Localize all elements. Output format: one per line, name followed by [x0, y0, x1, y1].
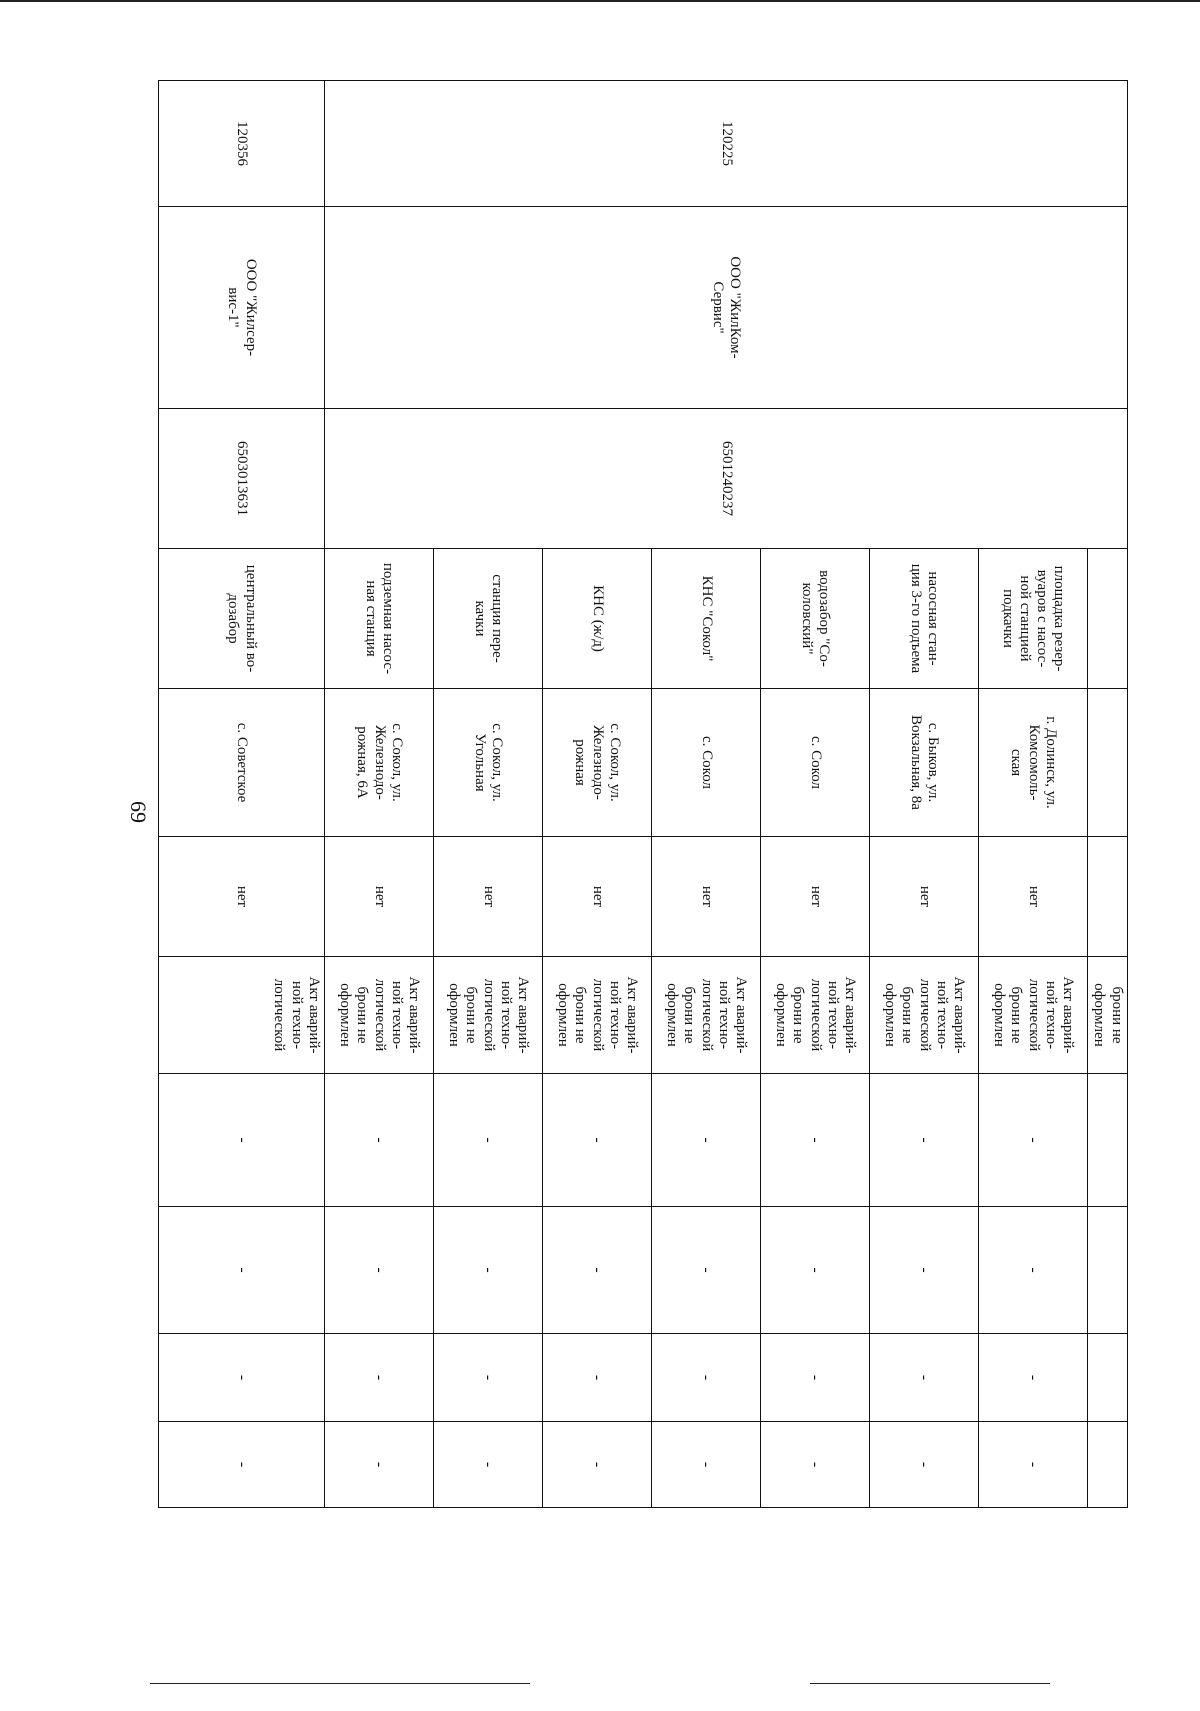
value-cell: - [325, 1334, 434, 1422]
address-cell: с. Быков, ул. Вокзальная, 8а [870, 689, 979, 837]
act-cell: Акт аварий- ной техно- логической брони не оформлен [870, 957, 979, 1074]
object-cell: центральный во- дозабор [159, 549, 325, 689]
object-cell: КНС "Сокол" [652, 549, 761, 689]
status-cell: нет [979, 837, 1088, 957]
table-row [1088, 81, 1128, 1508]
value-cell: - [325, 1207, 434, 1334]
address-cell: с. Сокол, ул. Угольная [434, 689, 543, 837]
value-cell: - [761, 1207, 870, 1334]
value-cell: - [652, 1074, 761, 1207]
act-cell: Акт аварий- ной техно- логической брони не оформлен [979, 957, 1088, 1074]
act-cell: брони не оформлен [1088, 957, 1128, 1074]
act-cell: Акт аварий- ной техно- логической брони не оформлен [325, 957, 434, 1074]
value-cell: - [434, 1074, 543, 1207]
value-cell: - [979, 1074, 1088, 1207]
status-cell: нет [543, 837, 652, 957]
value-cell: - [870, 1422, 979, 1508]
org-code-cell: 120356 [159, 81, 325, 207]
value-cell: - [870, 1074, 979, 1207]
status-cell: нет [159, 837, 325, 957]
status-cell [1088, 837, 1128, 957]
act-cell: Акт аварий- ной техно- логической брони не оформлен [434, 957, 543, 1074]
value-cell: - [979, 1207, 1088, 1334]
value-cell: - [761, 1334, 870, 1422]
act-cell: Акт аварий- ной техно- логической брони не оформлен [543, 957, 652, 1074]
act-cell: Акт аварий- ной техно- логической [159, 957, 325, 1074]
value-cell: - [870, 1334, 979, 1422]
value-cell: - [159, 1334, 325, 1422]
object-cell: подземная насос- ная станция [325, 549, 434, 689]
value-cell: - [159, 1074, 325, 1207]
value-cell: - [870, 1207, 979, 1334]
company-name-cell: ООО "Жилсер- вис-1" [159, 207, 325, 409]
value-cell [1088, 1074, 1128, 1207]
value-cell: - [159, 1207, 325, 1334]
address-cell: с. Сокол, ул. Железнодо- рожная, 6А [325, 689, 434, 837]
value-cell [1088, 1422, 1128, 1508]
value-cell: - [543, 1207, 652, 1334]
value-cell: - [159, 1422, 325, 1508]
object-cell [1088, 549, 1128, 689]
value-cell [1088, 1207, 1128, 1334]
value-cell: - [979, 1422, 1088, 1508]
value-cell: - [543, 1422, 652, 1508]
value-cell: - [434, 1207, 543, 1334]
object-cell: КНС (ж/д) [543, 549, 652, 689]
value-cell: - [761, 1074, 870, 1207]
value-cell: - [761, 1422, 870, 1508]
value-cell: - [543, 1334, 652, 1422]
address-cell: с. Сокол [761, 689, 870, 837]
register-table [158, 80, 1128, 1508]
object-cell: насосная стан- ция 3-го подъема [870, 549, 979, 689]
scan-edge-bottom-right [810, 1683, 1050, 1684]
scan-edge-top [0, 0, 1200, 2]
status-cell: нет [652, 837, 761, 957]
company-name-cell: ООО "ЖилКом- Сервис" [325, 207, 1128, 409]
object-cell: площадка резер- вуаров с насос- ной станцией подкачки [979, 549, 1088, 689]
address-cell: с. Сокол, ул. Железнодо- рожная [543, 689, 652, 837]
address-cell [1088, 689, 1128, 837]
act-cell: Акт аварий- ной техно- логической брони не оформлен [761, 957, 870, 1074]
address-cell: г. Долинск, ул. Комсомоль- ская [979, 689, 1088, 837]
value-cell: - [652, 1422, 761, 1508]
inn-cell: 6503013631 [159, 409, 325, 549]
value-cell: - [652, 1207, 761, 1334]
value-cell: - [434, 1334, 543, 1422]
status-cell: нет [325, 837, 434, 957]
address-cell: с. Советское [159, 689, 325, 837]
status-cell: нет [434, 837, 543, 957]
value-cell [1088, 1334, 1128, 1422]
org-code-cell: 120225 [325, 81, 1128, 207]
status-cell: нет [870, 837, 979, 957]
act-cell: Акт аварий- ной техно- логической брони не оформлен [652, 957, 761, 1074]
value-cell: - [325, 1422, 434, 1508]
inn-cell: 6501240237 [325, 409, 1128, 549]
scan-edge-bottom [150, 1683, 530, 1684]
value-cell: - [434, 1422, 543, 1508]
page-number: 69 [126, 801, 151, 823]
table-row [159, 81, 325, 1508]
value-cell: - [979, 1334, 1088, 1422]
address-cell: с. Сокол [652, 689, 761, 837]
value-cell: - [325, 1074, 434, 1207]
rotated-table [159, 80, 1128, 1468]
status-cell: нет [761, 837, 870, 957]
value-cell: - [543, 1074, 652, 1207]
object-cell: станция пере- качки [434, 549, 543, 689]
object-cell: водозабор "Со- коловский" [761, 549, 870, 689]
value-cell: - [652, 1334, 761, 1422]
